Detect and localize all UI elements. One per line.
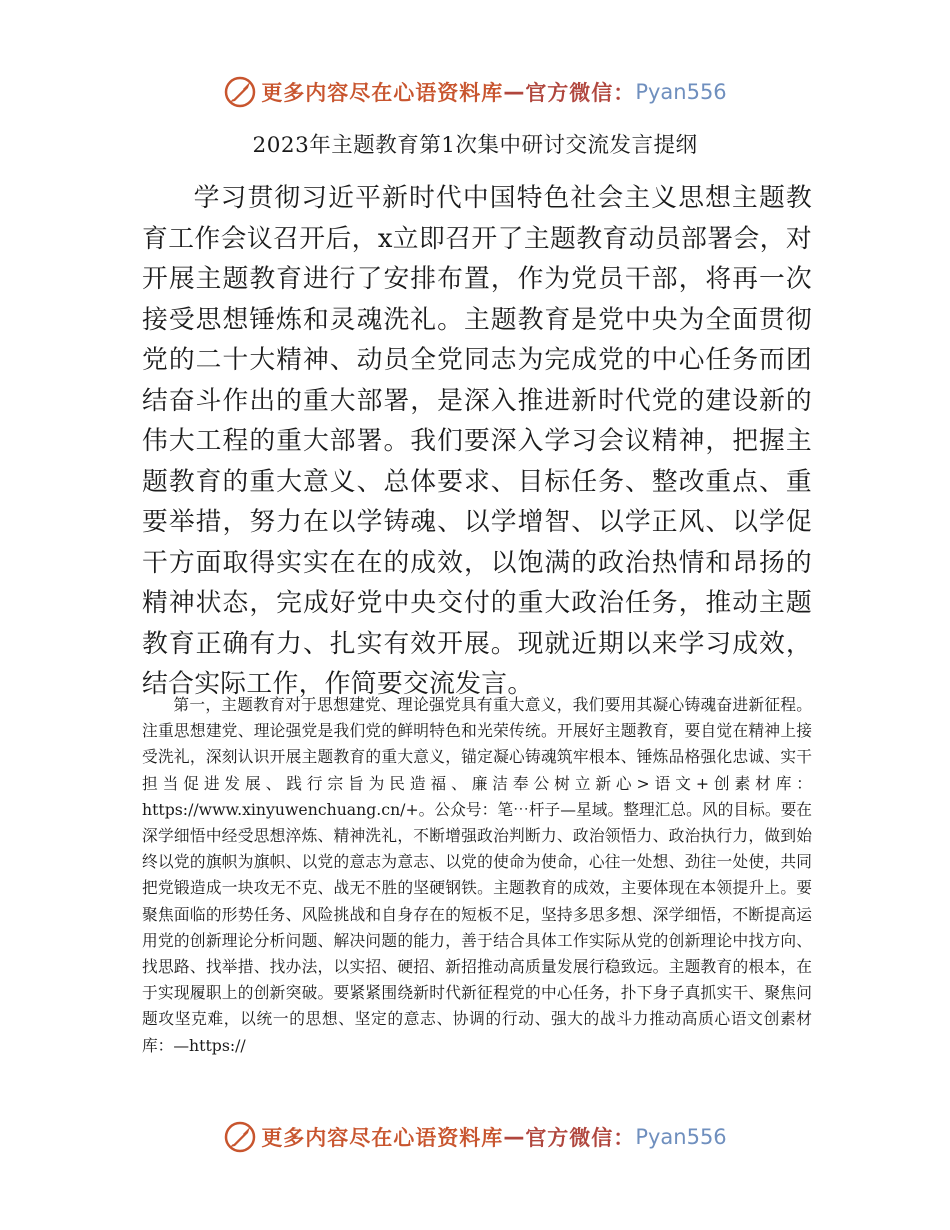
header-watermark-banner	[0, 72, 950, 112]
banner-official-label: 官方微信：	[525, 1126, 636, 1150]
banner-brand-text: 更多内容尽在心语资料库	[261, 81, 504, 105]
banner-separator: —	[503, 80, 526, 104]
body-paragraph: 第一，主题教育对于思想建党、理论强党具有重大意义，我们要用其凝心铸魂奋进新征程。注重思想建党、理论强党是我们党的鲜明特色和光荣传统。开展好主题教育，要自觉在精神上接受洗礼，深刻认识开展主题教育的重大意义，锚定凝心铸魂筑牢根本、锤炼品格强化忠诚、实干担当促进发展、践行宗旨为民造福、廉洁奉公树立新心>语文+创素材库：https://www.xinyuwenchuang.cn/+。公众号：笔⋯杆子—星域。整理汇总。风的目标。要在深学细悟中经受思想淬炼、精神洗礼，不断增强政治判断力、政治领悟力、政治执行力，做到始终以党的旗帜为旗帜、以党的意志为意志、以党的使命为使命，心往一处想、劲往一处使，共同把党锻造成一块攻无不克、战无不胜的坚硬钢铁。主题教育的成效，主要体现在本领提升上。要聚焦面临的形势任务、风险挑战和自身存在的短板不足，坚持多思多想、深学细悟，不断提高运用党的创新理论分析问题、解决问题的能力，善于结合具体工作实际从党的创新理论中找方向、找思路、找举措、找办法，以实招、硬招、新招推动高质量发展行稳致远。主题教育的根本，在于实现履职上的创新突破。要紧紧围绕新时代新征程党的中心任务，扑下身子真抓实干、聚焦问题攻坚克难，以统一的思想、坚定的意志、协调的行动、强大的战斗力推动高质心语文创素材库：—https://	[142, 695, 812, 1055]
quill-pen-logo-icon	[223, 1120, 257, 1154]
banner-separator: —	[503, 1125, 526, 1149]
document-title: 2023年主题教育第1次集中研讨交流发言提纲	[252, 133, 698, 158]
banner-wechat-id: Pyan556	[635, 80, 727, 104]
footer-watermark-banner	[0, 1117, 950, 1157]
banner-brand-text: 更多内容尽在心语资料库	[261, 1126, 504, 1150]
lead-paragraph: 学习贯彻习近平新时代中国特色社会主义思想主题教育工作会议召开后，x立即召开了主题教育动员部署会，对开展主题教育进行了安排布置，作为党员干部，将再一次接受思想锤炼和灵魂洗礼。主题教育是党中央为全面贯彻党的二十大精神、动员全党同志为完成党的中心任务而团结奋斗作出的重大部署，是深入推进新时代党的建设新的伟大工程的重大部署。我们要深入学习会议精神，把握主题教育的重大意义、总体要求、目标任务、整改重点、重要举措，努力在以学铸魂、以学增智、以学正风、以学促干方面取得实实在在的成效，以饱满的政治热情和昂扬的精神状态，完成好党中央交付的重大政治任务，推动主题教育正确有力、扎实有效开展。现就近期以来学习成效，结合实际工作，作简要交流发言。	[142, 183, 812, 699]
banner-official-label: 官方微信：	[525, 81, 636, 105]
banner-wechat-id: Pyan556	[635, 1125, 727, 1149]
quill-pen-logo-icon	[223, 75, 257, 109]
